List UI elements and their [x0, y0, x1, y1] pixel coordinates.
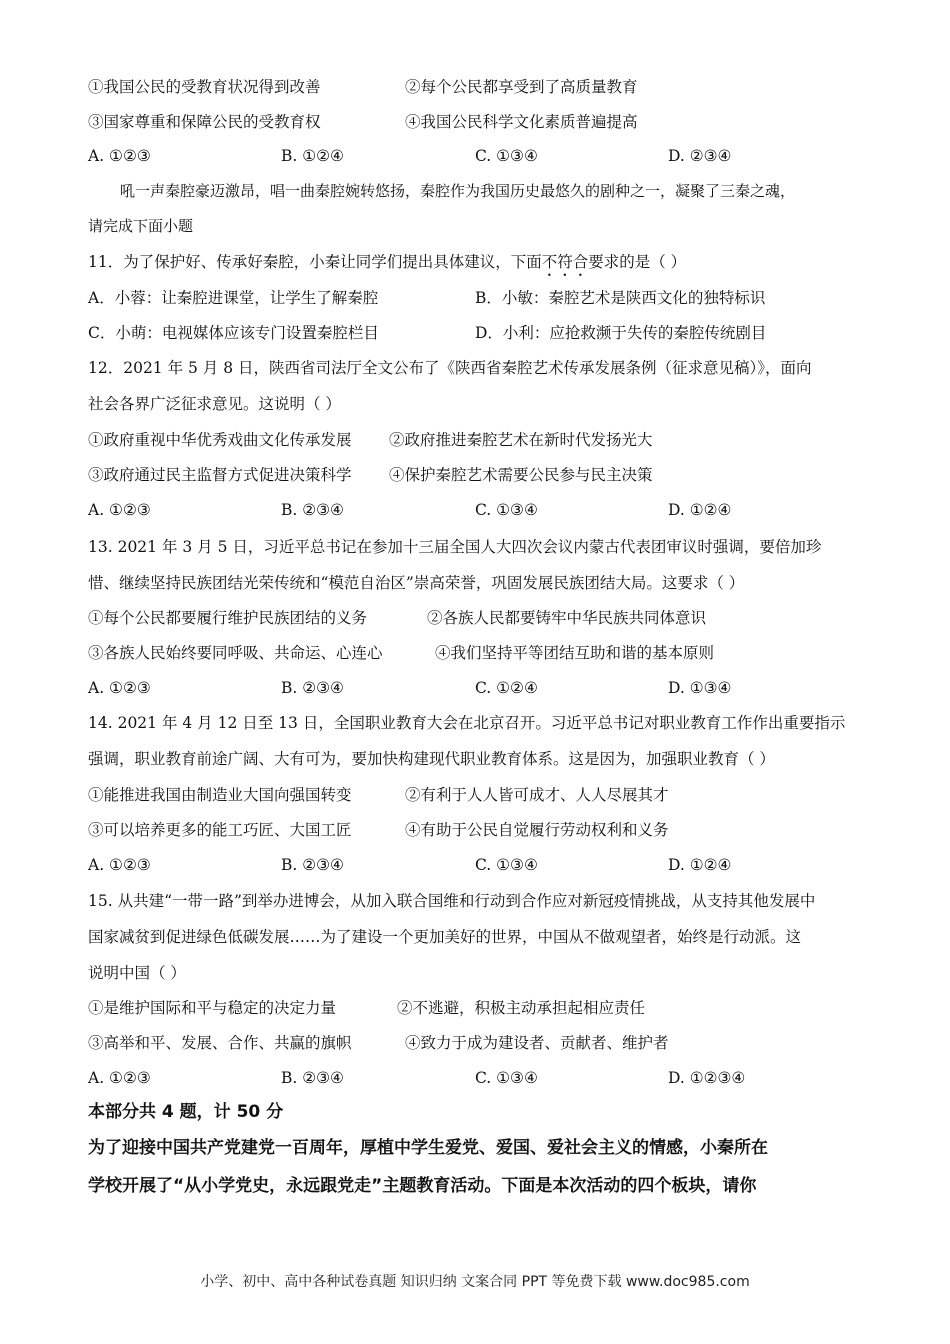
q14-option-d: D. ①②④: [668, 856, 732, 874]
q15-stem-line-2: 国家减贫到促进绿色低碳发展……为了建设一个更加美好的世界，中国从不做观望者，始终是行动派。这: [88, 928, 802, 946]
q13-stem-line-1: 13. 2021 年 3 月 5 日，习近平总书记在参加十三届全国人大四次会议内蒙古代表团审议时强调，要倍加珍: [88, 538, 822, 556]
q10-option-b: B. ①②④: [281, 147, 344, 165]
q15-statement-1: ①是维护国际和平与稳定的决定力量: [88, 999, 337, 1017]
q10-option-d: D. ②③④: [668, 147, 732, 165]
q13-option-b: B. ②③④: [281, 679, 344, 697]
q11-option-a: A．小蓉：让秦腔进课堂，让学生了解秦腔: [88, 289, 379, 307]
q13-stem-line-2: 惜、继续坚持民族团结光荣传统和“模范自治区”崇高荣誉，巩固发展民族团结大局。这要求（ ）: [88, 574, 745, 592]
q15-option-c: C. ①③④: [475, 1069, 538, 1087]
q14-statement-2: ②有利于人人皆可成才、人人尽展其才: [405, 786, 669, 804]
q13-statement-3: ③各族人民始终要同呼吸、共命运、心连心: [88, 644, 383, 662]
q15-option-a: A. ①②③: [88, 1069, 151, 1087]
q14-statement-4: ④有助于公民自觉履行劳动权利和义务: [405, 821, 669, 839]
q13-option-c: C. ①②④: [475, 679, 538, 697]
q11-option-d: D．小利：应抢救濒于失传的秦腔传统剧目: [475, 324, 767, 342]
q12-statement-1: ①政府重视中华优秀戏曲文化传承发展: [88, 431, 352, 449]
q15-option-b: B. ②③④: [281, 1069, 344, 1087]
q10-statement-3: ③国家尊重和保障公民的受教育权: [88, 113, 321, 131]
q12-statement-2: ②政府推进秦腔艺术在新时代发扬光大: [389, 431, 653, 449]
q10-option-a: A. ①②③: [88, 147, 151, 165]
part2-heading: 本部分共 4 题，计 50 分: [88, 1102, 284, 1122]
q12-option-b: B. ②③④: [281, 501, 344, 519]
q15-stem-line-1: 15. 从共建“一带一路”到举办进博会，从加入联合国维和行动到合作应对新冠疫情挑战，从支持其他发展中: [88, 892, 816, 910]
q14-statement-1: ①能推进我国由制造业大国向强国转变: [88, 786, 352, 804]
q14-statement-3: ③可以培养更多的能工巧匠、大国工匠: [88, 821, 352, 839]
q10-statement-4: ④我国公民科学文化素质普遍提高: [405, 113, 638, 131]
intro-line-1: 吼一声秦腔豪迈激昂，唱一曲秦腔婉转悠扬，秦腔作为我国历史最悠久的剧种之一，凝聚了三秦之魂，: [120, 182, 796, 200]
q12-statement-3: ③政府通过民主监督方式促进决策科学: [88, 466, 352, 484]
q13-statement-1: ①每个公民都要履行维护民族团结的义务: [88, 609, 368, 627]
q11-stem-emphasis: 不符合: [541, 253, 589, 271]
q15-stem-line-3: 说明中国（ ）: [88, 964, 186, 982]
q10-statement-1: ①我国公民的受教育状况得到改善: [88, 78, 321, 96]
q10-option-c: C. ①③④: [475, 147, 538, 165]
q15-statement-4: ④致力于成为建设者、贡献者、维护者: [405, 1034, 669, 1052]
q15-statement-3: ③高举和平、发展、合作、共赢的旗帜: [88, 1034, 352, 1052]
q12-option-d: D. ①②④: [668, 501, 732, 519]
q12-stem-line-1: 12．2021 年 5 月 8 日，陕西省司法厅全文公布了《陕西省秦腔艺术传承发展条例（征求意见稿）》，面向: [88, 359, 812, 377]
q10-statement-2: ②每个公民都享受到了高质量教育: [405, 78, 638, 96]
q14-option-a: A. ①②③: [88, 856, 151, 874]
q14-stem-line-2: 强调，职业教育前途广阔、大有可为，要加快构建现代职业教育体系。这是因为，加强职业教育（ ）: [88, 750, 775, 768]
q15-statement-2: ②不逃避，积极主动承担起相应责任: [397, 999, 646, 1017]
part2-intro-line-2: 学校开展了“从小学党史，永远跟党走”主题教育活动。下面是本次活动的四个板块，请你: [88, 1176, 757, 1196]
part2-intro-line-1: 为了迎接中国共产党建党一百周年，厚植中学生爱党、爱国、爱社会主义的情感，小秦所在: [88, 1138, 768, 1158]
q12-option-c: C. ①③④: [475, 501, 538, 519]
q13-option-a: A. ①②③: [88, 679, 151, 697]
intro-line-2: 请完成下面小题: [88, 217, 194, 235]
q14-stem-line-1: 14. 2021 年 4 月 12 日至 13 日，全国职业教育大会在北京召开。习近平总书记对职业教育工作作出重要指示: [88, 714, 846, 732]
q11-stem-b: 要求的是（ ）: [588, 253, 687, 271]
q13-option-d: D. ①③④: [668, 679, 732, 697]
q12-statement-4: ④保护秦腔艺术需要公民参与民主决策: [389, 466, 653, 484]
q13-statement-4: ④我们坚持平等团结互助和谐的基本原则: [435, 644, 715, 662]
page-footer: 小学、初中、高中各种试卷真题 知识归纳 文案合同 PPT 等免费下载 www.doc985.com: [200, 1274, 750, 1290]
q11-option-c: C．小萌：电视媒体应该专门设置秦腔栏目: [88, 324, 379, 342]
q14-option-c: C. ①③④: [475, 856, 538, 874]
q15-option-d: D. ①②③④: [668, 1069, 746, 1087]
q11-stem-a: 11．为了保护好、传承好秦腔，小秦让同学们提出具体建议，下面: [88, 253, 542, 271]
q14-option-b: B. ②③④: [281, 856, 344, 874]
q11-option-b: B．小敏：秦腔艺术是陕西文化的独特标识: [475, 289, 766, 307]
q13-statement-2: ②各族人民都要铸牢中华民族共同体意识: [427, 609, 707, 627]
q12-option-a: A. ①②③: [88, 501, 151, 519]
q11-stem: [88, 252, 686, 280]
q12-stem-line-2: 社会各界广泛征求意见。这说明（ ）: [88, 395, 341, 413]
